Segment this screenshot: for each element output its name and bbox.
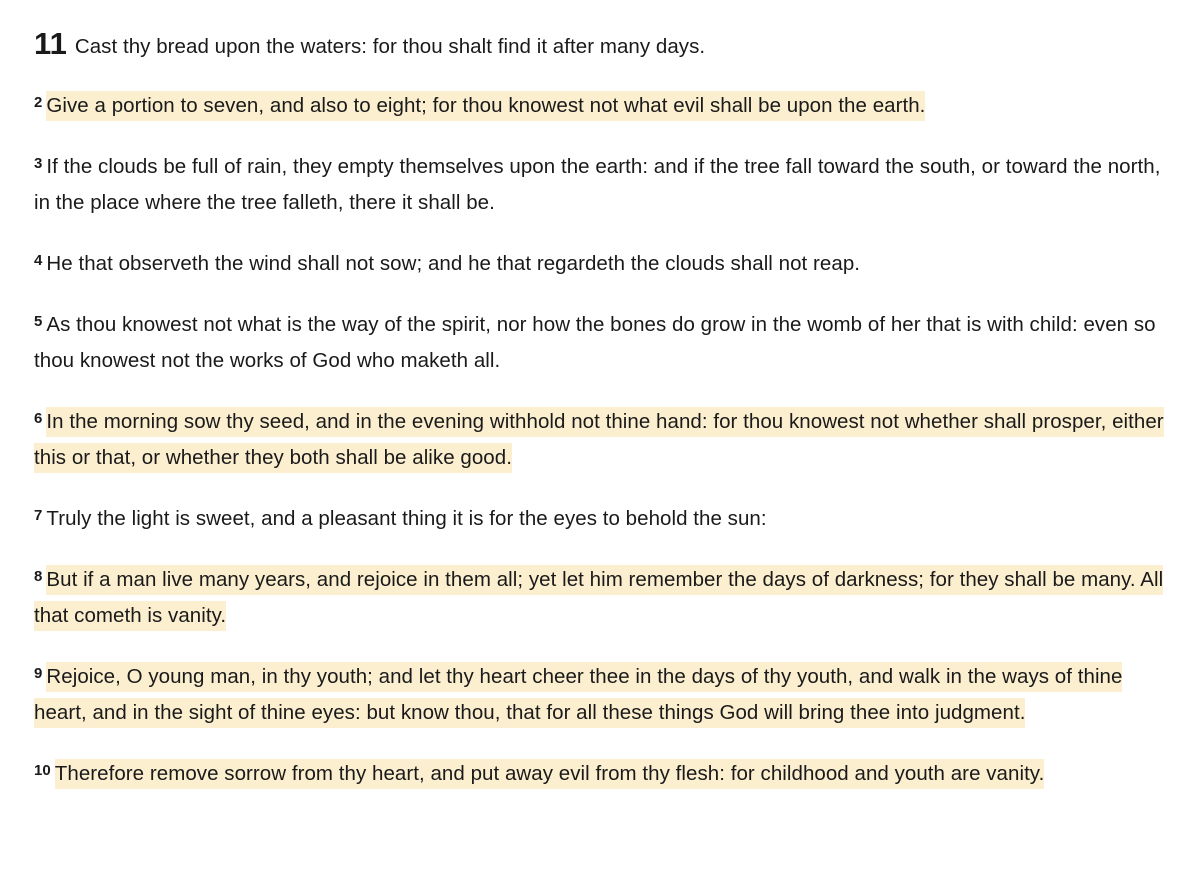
verse-text: He that observeth the wind shall not sow; and he that regardeth the clouds shall not reap. bbox=[46, 252, 861, 275]
verse-text: Cast thy bread upon the waters: for thou shalt find it after many days. bbox=[74, 35, 706, 58]
highlighted-verse-text: In the morning sow thy seed, and in the evening withhold not thine hand: for thou knowest not whether shall prosper, either this or that, or whether they both shall be alike good. bbox=[34, 407, 1164, 473]
verse-2[interactable] bbox=[34, 85, 1174, 124]
verse-text: If the clouds be full of rain, they empty themselves upon the earth: and if the tree fall toward the south, or toward the north, in the place where the tree falleth, there it shall be. bbox=[34, 155, 1161, 214]
verse-number: 8 bbox=[34, 568, 43, 585]
verse-6[interactable] bbox=[34, 401, 1174, 476]
verse-text: As thou knowest not what is the way of the spirit, nor how the bones do grow in the womb of her that is with child: even so thou knowest not the works of God who maketh all. bbox=[34, 313, 1156, 372]
highlighted-verse-text: Rejoice, O young man, in thy youth; and let thy heart cheer thee in the days of thy youth, and walk in the ways of thine heart, and in the sight of thine eyes: but know thou, that for all these things God will bring thee into judgment. bbox=[34, 662, 1122, 728]
verse-5[interactable] bbox=[34, 304, 1174, 379]
highlighted-verse-text: But if a man live many years, and rejoice in them all; yet let him remember the days of darkness; for they shall be many. All that cometh is vanity. bbox=[34, 565, 1163, 631]
verse-4[interactable] bbox=[34, 243, 1174, 282]
verse-8[interactable] bbox=[34, 559, 1174, 634]
verse-number: 7 bbox=[34, 507, 43, 524]
verse-1[interactable] bbox=[34, 26, 1174, 65]
verse-number: 3 bbox=[34, 155, 43, 172]
verse-7[interactable] bbox=[34, 498, 1174, 537]
chapter-number: 11 bbox=[34, 26, 67, 61]
verse-9[interactable] bbox=[34, 656, 1174, 731]
verse-number: 2 bbox=[34, 94, 43, 111]
verse-number: 4 bbox=[34, 252, 43, 269]
verse-number: 10 bbox=[34, 762, 51, 779]
chapter-text bbox=[34, 26, 1174, 814]
verse-10[interactable] bbox=[34, 753, 1174, 792]
verse-number: 9 bbox=[34, 665, 43, 682]
highlighted-verse-text: Therefore remove sorrow from thy heart, and put away evil from thy flesh: for childhood and youth are vanity. bbox=[55, 759, 1045, 789]
verse-number: 6 bbox=[34, 410, 43, 427]
highlighted-verse-text: Give a portion to seven, and also to eight; for thou knowest not what evil shall be upon the earth. bbox=[46, 91, 925, 121]
verse-text: Truly the light is sweet, and a pleasant thing it is for the eyes to behold the sun: bbox=[46, 507, 767, 530]
verse-3[interactable] bbox=[34, 146, 1174, 221]
verse-number: 5 bbox=[34, 313, 43, 330]
